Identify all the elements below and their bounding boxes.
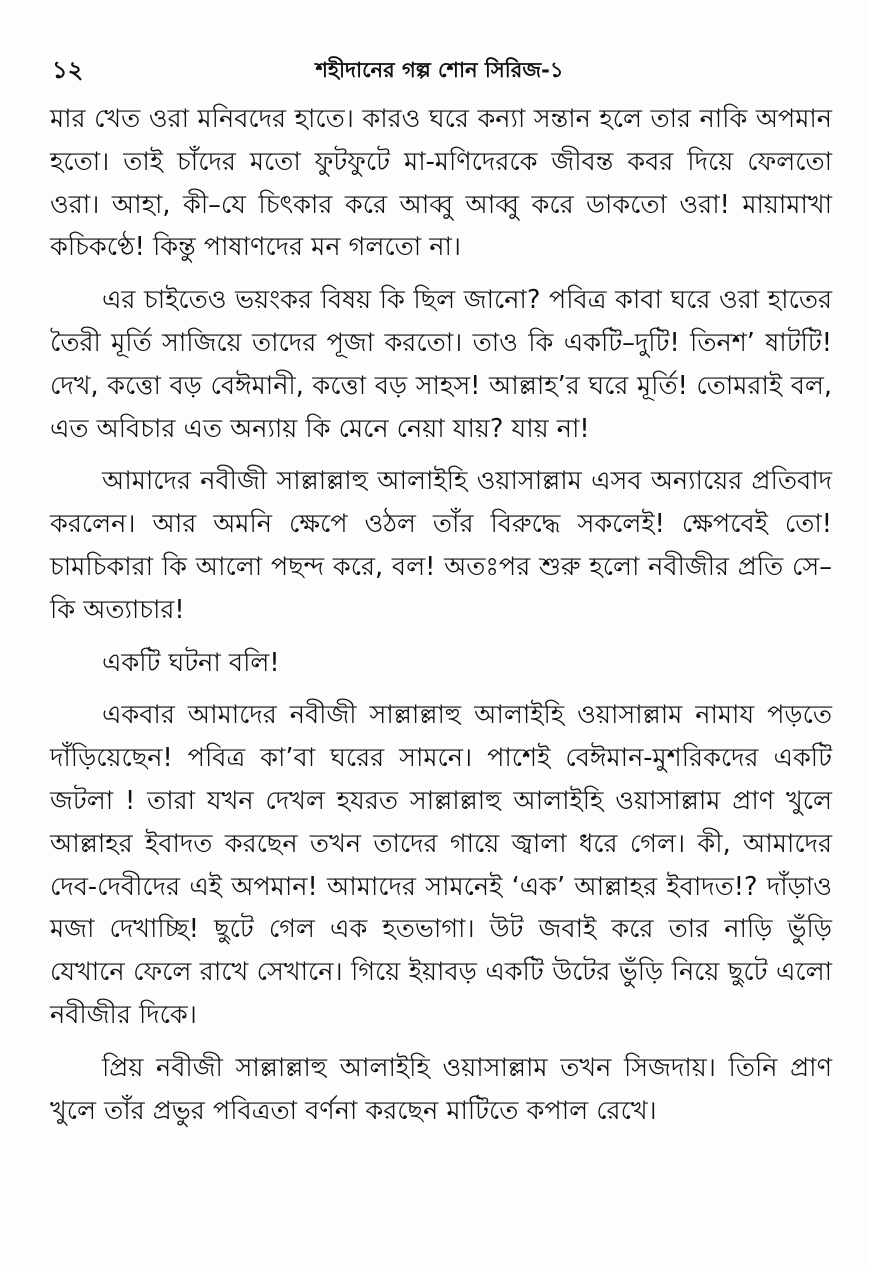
- paragraph-3: আমাদের নবীজী সাল্লাল্লাহু আলাইহি ওয়াসাল্লাম এসব অন্যায়ের প্রতিবাদ করলেন। আর অমনি ক্ষেপে ওঠল তাঁর বিরুদ্ধে সকলেই! ক্ষেপবেই তো! চামচিকারা কি আলো পছন্দ করে, বল! অতঃপর শুরু হলো নবীজীর প্রতি সে–কি অত্যাচার!: [50, 466, 832, 625]
- running-title: শহীদানের গল্প শোন সিরিজ-১: [315, 58, 564, 82]
- page-number: ১২: [52, 56, 84, 84]
- body-text: [50, 98, 832, 1142]
- paragraph-5: একবার আমাদের নবীজী সাল্লাল্লাহু আলাইহি ওয়াসাল্লাম নামায পড়তে দাঁড়িয়েছেন! পবিত্র কা’বা ঘরের সামনে। পাশেই বেঈমান-মুশরিকদের একটি জটলা ! তারা যখন দেখল হযরত সাল্লাল্লাহু আলাইহি ওয়াসাল্লাম প্রাণ খুলে আল্লাহর ইবাদত করছেন তখন তাদের গায়ে জ্বালা ধরে গেল। কী, আমাদের দেব-দেবীদের এই অপমান! আমাদের সামনেই ‘এক’ আল্লাহর ইবাদত!? দাঁড়াও মজা দেখাচ্ছি! ছুটে গেল এক হতভাগা। উট জবাই করে তার নাড়ি ভুঁড়ি যেখানে ফেলে রাখে সেখানে। গিয়ে ইয়াবড় একটি উটের ভুঁড়ি নিয়ে ছুটে এলো নবীজীর দিকে।: [50, 700, 832, 1030]
- paragraph-4: একটি ঘটনা বলি!: [102, 647, 280, 678]
- paragraph-2: এর চাইতেও ভয়ংকর বিষয় কি ছিল জানো? পবিত্র কাবা ঘরে ওরা হাতের তৈরী মূর্তি সাজিয়ে তাদের পূজা করতো। তাও কি একটি–দুটি! তিনশ’ ষাটটি! দেখ, কত্তো বড় বেঈমানী, কত্তো বড় সাহস! আল্লাহ’র ঘরে মূর্তি! তোমরাই বল, এত অবিচার এত অন্যায় কি মেনে নেয়া যায়? যায় না!: [50, 285, 832, 444]
- paragraph-6: প্রিয় নবীজী সাল্লাল্লাহু আলাইহি ওয়াসাল্লাম তখন সিজদায়। তিনি প্রাণ খুলে তাঁর প্রভুর পবিত্রতা বর্ণনা করছেন মাটিতে কপাল রেখে।: [50, 1052, 832, 1126]
- page-header: [52, 48, 827, 88]
- paragraph-1: মার খেত ওরা মনিবদের হাতে। কারও ঘরে কন্যা সন্তান হলে তার নাকি অপমান হতো। তাই চাঁদের মতো ফুটফুটে মা-মণিদেরকে জীবন্ত কবর দিয়ে ফেলতো ওরা। আহা, কী–যে চিৎকার করে আব্বু আব্বু করে ডাকতো ওরা! মায়ামাখা কচিকণ্ঠে! কিন্তু পাষাণদের মন গলতো না।: [50, 104, 832, 263]
